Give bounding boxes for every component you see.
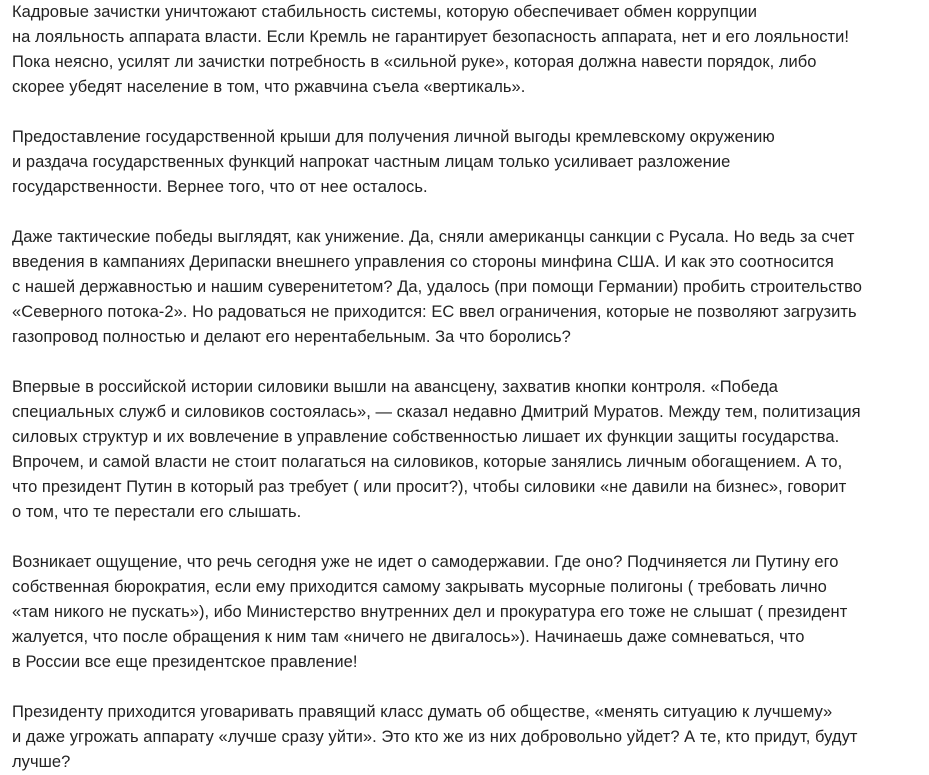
paragraph — [12, 375, 929, 525]
text-line: и раздача государственных функций напрокат частным лицам только усиливает разложение — [12, 153, 731, 171]
text-line: Пока неясно, усилят ли зачистки потребность в «сильной руке», которая должна навести порядок, либо — [12, 53, 817, 71]
text-line: Даже тактические победы выглядят, как унижение. Да, сняли американцы санкции с Русала. Но ведь за счет — [12, 228, 855, 246]
text-line: «Северного потока-2». Но радоваться не приходится: ЕС ввел ограничения, которые не позволяют загрузить — [12, 303, 857, 321]
text-line: что президент Путин в который раз требует ( или просит?), чтобы силовики «не давили на бизнес», говорит — [12, 478, 847, 496]
text-line: «там никого не пускать»), ибо Министерство внутренних дел и прокуратура его тоже не слышат ( президент — [12, 603, 848, 621]
article-body — [12, 0, 929, 775]
text-line: лучше? — [12, 753, 71, 771]
text-line: Возникает ощущение, что речь сегодня уже не идет о самодержавии. Где оно? Подчиняется ли Путину его — [12, 553, 839, 571]
text-line: и даже угрожать аппарату «лучше сразу уйти». Это кто же из них добровольно уйдет? А те, кто придут, будут — [12, 728, 858, 746]
text-line: с нашей державностью и нашим суверенитетом? Да, удалось (при помощи Германии) пробить строительство — [12, 278, 863, 296]
text-line: государственности. Вернее того, что от нее осталось. — [12, 178, 428, 196]
text-line: Впервые в российской истории силовики вышли на авансцену, захватив кнопки контроля. «Победа — [12, 378, 778, 396]
paragraph — [12, 225, 929, 350]
paragraph — [12, 0, 929, 100]
text-line: Кадровые зачистки уничтожают стабильность системы, которую обеспечивает обмен коррупции — [12, 3, 758, 21]
paragraph — [12, 125, 929, 200]
text-line: введения в кампаниях Дерипаски внешнего управления со стороны минфина США. И как это соотносится — [12, 253, 834, 271]
text-line: Впрочем, и самой власти не стоит полагаться на силовиков, которые занялись личным обогащением. А то, — [12, 453, 843, 471]
text-line: Президенту приходится уговаривать правящий класс думать об обществе, «менять ситуацию к лучшему» — [12, 703, 833, 721]
text-line: жалуется, что после обращения к ним там «ничего не двигалось»). Начинаешь даже сомневаться, что — [12, 628, 805, 646]
text-line: специальных служб и силовиков состоялась», — сказал недавно Дмитрий Муратов. Между тем, политизация — [12, 403, 861, 421]
text-line: газопровод полностью и делают его нерентабельным. За что боролись? — [12, 328, 571, 346]
text-line: на лояльность аппарата власти. Если Кремль не гарантирует безопасность аппарата, нет и его лояльности! — [12, 28, 850, 46]
paragraph — [12, 550, 929, 675]
paragraph — [12, 700, 929, 775]
text-line: скорее убедят население в том, что ржавчина съела «вертикаль». — [12, 78, 526, 96]
text-line: о том, что те перестали его слышать. — [12, 503, 302, 521]
text-line: в России все еще президентское правление! — [12, 653, 358, 671]
text-line: собственная бюрократия, если ему приходится самому закрывать мусорные полигоны ( требовать лично — [12, 578, 827, 596]
text-line: Предоставление государственной крыши для получения личной выгоды кремлевскому окружению — [12, 128, 775, 146]
text-line: силовых структур и их вовлечение в управление собственностью лишает их функции защиты государства. — [12, 428, 840, 446]
